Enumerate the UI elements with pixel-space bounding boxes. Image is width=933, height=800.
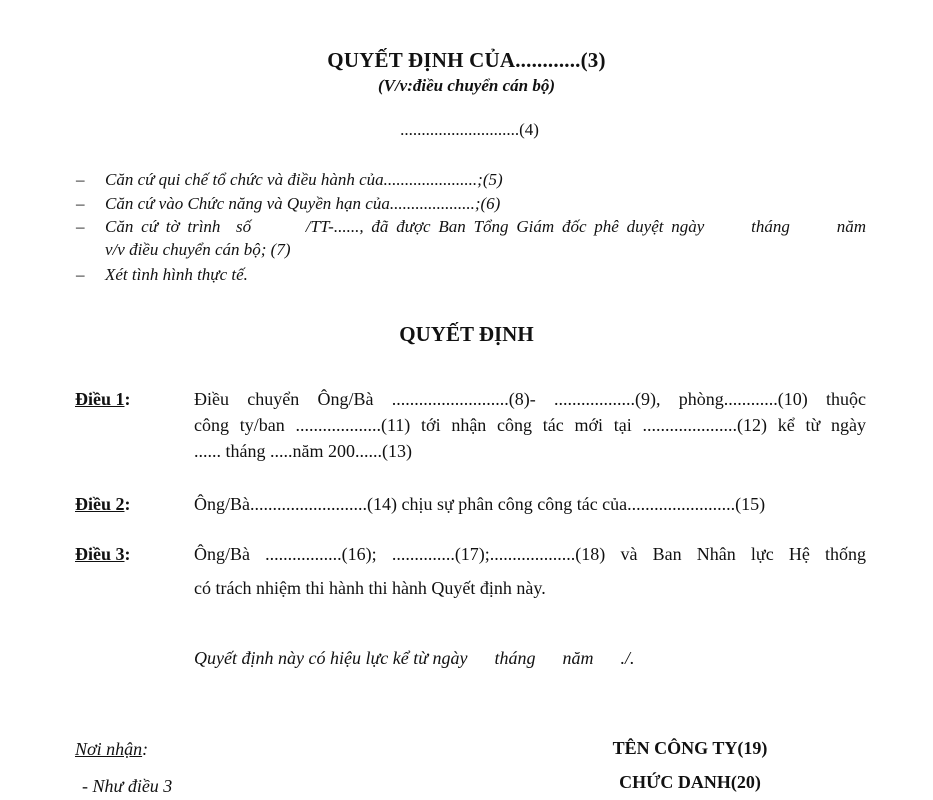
document-title: QUYẾT ĐỊNH CỦA............(3) [327,48,606,72]
article-1-line-3: ...... tháng .....năm 200......(13) [194,441,412,461]
article-2-colon: : [124,494,131,514]
recipients-colon: : [142,739,149,759]
document-subtitle: (V/v:điều chuyển cán bộ) [377,76,556,95]
basis-item-2 [0,194,933,218]
basis-item-4 [0,265,933,289]
recipient-item: - Như điều 3 [82,776,173,796]
recipients-label: Nơi nhận [75,739,143,759]
effective-date-line: Quyết định này có hiệu lực kể từ ngày tháng năm ./. [194,648,635,668]
basis-item-1 [0,170,933,194]
basis-text: Xét tình hình thực tế. [105,265,248,284]
article-3-colon: : [124,544,131,564]
article-1-label-wrap [75,389,131,410]
place-date-line: ............................(4) [400,120,539,139]
basis-item-3-continuation [0,240,933,264]
article-1-line-2: công ty/ban ...................(11) tới nhận công tác mới tại .....................(12) kể từ ngày [194,415,866,435]
basis-text: Căn cứ tờ trình số /TT-......, đã được Ban Tổng Giám đốc phê duyệt ngày tháng năm [105,217,866,236]
basis-dash: – [76,170,85,189]
recipients-label-wrap [75,739,148,760]
article-2-line-1: Ông/Bà..........................(14) chịu sự phân công công tác của........................(15) [194,494,766,514]
article-3-label-wrap [75,544,131,565]
article-2-label: Điều 2 [75,494,125,514]
article-3-label: Điều 3 [75,544,125,564]
decision-heading: QUYẾT ĐỊNH [399,322,534,346]
article-1-label: Điều 1 [75,389,125,409]
signature-company: TÊN CÔNG TY(19) [612,738,768,758]
article-2-label-wrap [75,494,131,515]
basis-dash: – [76,217,85,236]
article-3-line-2: có trách nhiệm thi hành thi hành Quyết định này. [194,578,546,598]
basis-text: Căn cứ vào Chức năng và Quyền hạn của....................;(6) [105,194,501,213]
article-3-line-1: Ông/Bà .................(16); ..............(17);...................(18) và Ban Nhân lực Hệ thống [194,544,866,564]
basis-item-3 [0,217,933,241]
signature-position: CHỨC DANH(20) [619,772,761,792]
basis-dash: – [76,194,85,213]
article-1-line-1: Điều chuyển Ông/Bà ..........................(8)- ..................(9), phòng............(10) thuộc [194,389,866,409]
article-1-colon: : [124,389,131,409]
basis-text: Căn cứ qui chế tổ chức và điều hành của......................;(5) [105,170,503,189]
basis-dash: – [76,265,85,284]
basis-continuation-text: v/v điều chuyển cán bộ; (7) [105,240,291,259]
